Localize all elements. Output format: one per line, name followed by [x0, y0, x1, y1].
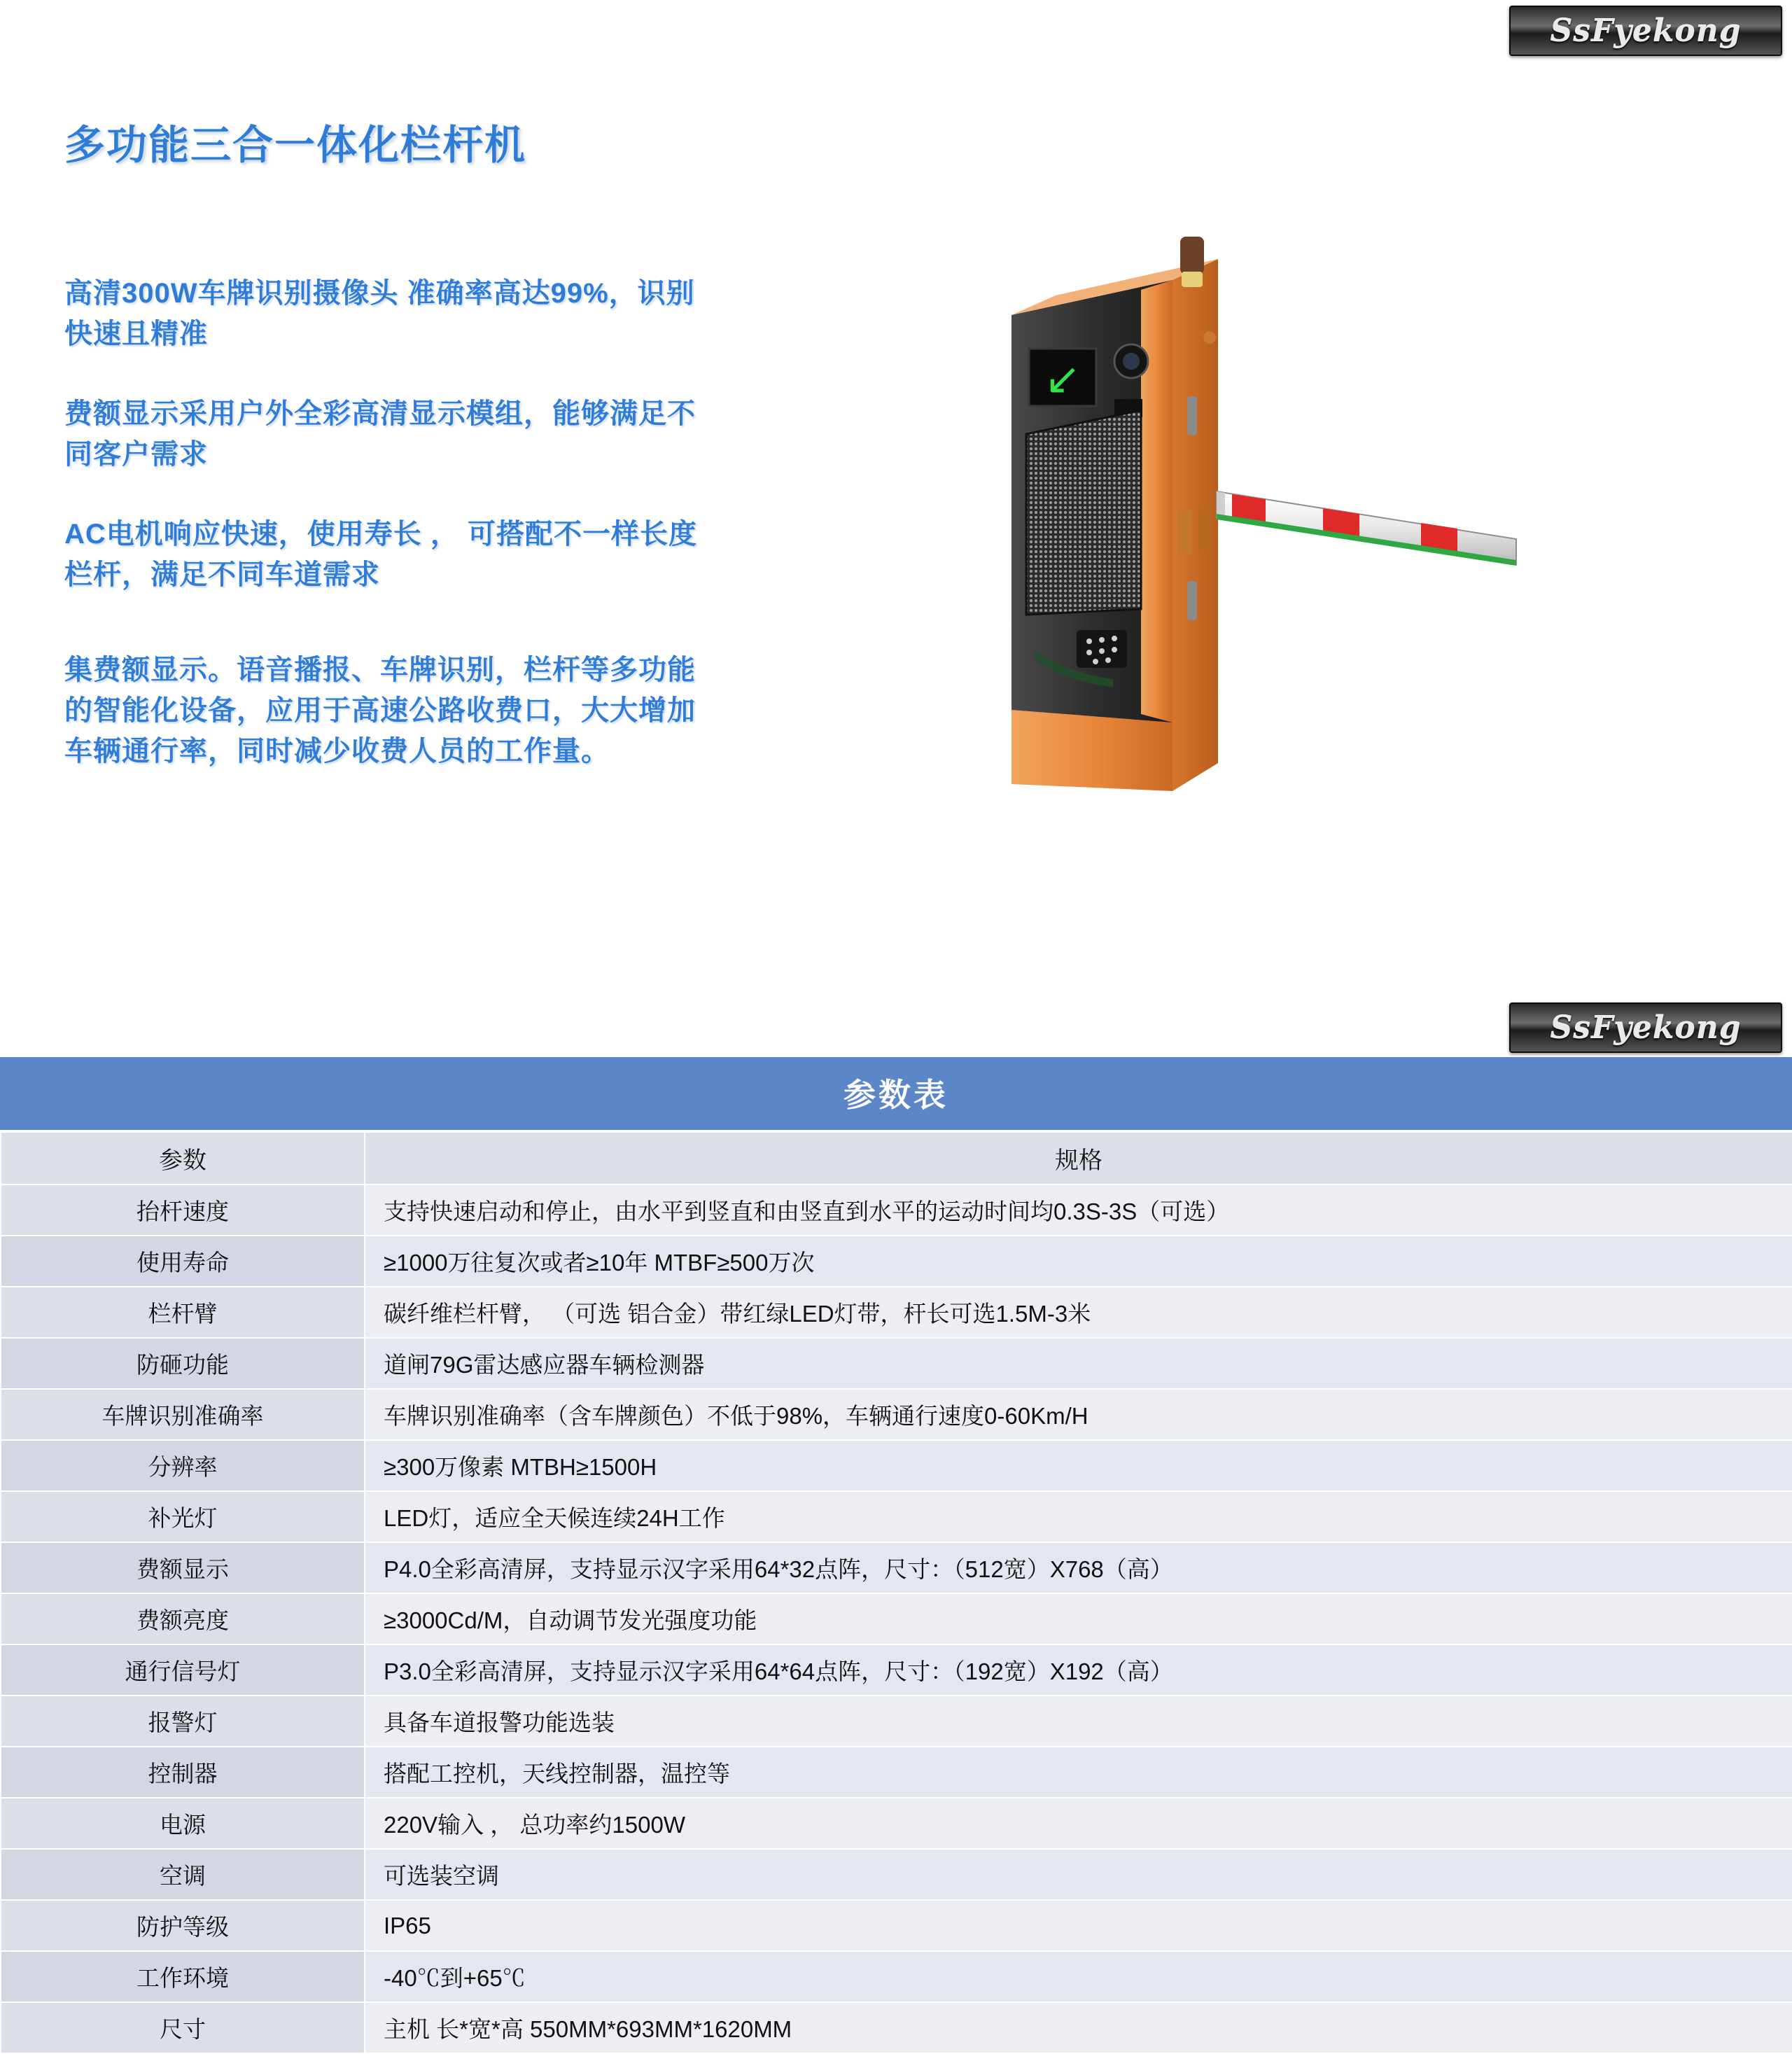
- param-name: 工作环境: [1, 1951, 365, 2002]
- brand-watermark-top: [1509, 6, 1782, 56]
- table-row: [1, 1696, 1792, 1747]
- table-header-row: [1, 1132, 1792, 1185]
- table-row: [1, 1644, 1792, 1696]
- boom-barrier-arm: [1217, 491, 1516, 566]
- parameter-table-section: [0, 1057, 1792, 2054]
- table-row: [1, 1185, 1792, 1236]
- param-name: 报警灯: [1, 1696, 365, 1747]
- param-value: 碳纤维栏杆臂， （可选 铝合金）带红绿LED灯带，杆长可选1.5M-3米: [365, 1287, 1792, 1338]
- param-name: 尺寸: [1, 2002, 365, 2053]
- param-value: 道闸79G雷达感应器车辆检测器: [365, 1338, 1792, 1389]
- param-value: 主机 长*宽*高 550MM*693MM*1620MM: [365, 2002, 1792, 2053]
- param-value: 具备车道报警功能选装: [365, 1696, 1792, 1747]
- signal-light-display: [1029, 349, 1096, 406]
- param-value: IP65: [365, 1900, 1792, 1951]
- brand-watermark-top-text: SsFyekong: [1550, 13, 1742, 49]
- table-row: [1, 1849, 1792, 1900]
- param-name: 使用寿命: [1, 1236, 365, 1287]
- table-row: [1, 1900, 1792, 1951]
- brand-watermark-middle-text: SsFyekong: [1550, 1009, 1742, 1046]
- feature-list: [64, 273, 715, 811]
- table-row: [1, 1287, 1792, 1338]
- table-row: [1, 1440, 1792, 1491]
- parameter-table-title: 参数表: [0, 1057, 1792, 1131]
- product-illustration: [931, 231, 1589, 903]
- column-header-spec: 规格: [365, 1132, 1792, 1185]
- brand-watermark-middle: [1509, 1002, 1782, 1053]
- table-row: [1, 1747, 1792, 1798]
- barrier-gate-svg: [931, 231, 1589, 903]
- feature-item: 高清300W车牌识别摄像头 准确率高达99%，识别快速且精准: [64, 278, 695, 349]
- param-name: 防砸功能: [1, 1338, 365, 1389]
- param-name: 电源: [1, 1798, 365, 1849]
- table-row: [1, 1236, 1792, 1287]
- param-name: 车牌识别准确率: [1, 1389, 365, 1440]
- table-row: [1, 1491, 1792, 1542]
- table-row: [1, 1542, 1792, 1593]
- param-name: 分辨率: [1, 1440, 365, 1491]
- param-name: 费额亮度: [1, 1593, 365, 1644]
- param-name: 防护等级: [1, 1900, 365, 1951]
- param-value: ≥1000万往复次或者≥10年 MTBF≥500万次: [365, 1236, 1792, 1287]
- param-value: 搭配工控机，天线控制器，温控等: [365, 1747, 1792, 1798]
- table-row: [1, 2002, 1792, 2053]
- display-arrow-glyph: ↙: [1044, 353, 1081, 404]
- param-value: -40℃到+65℃: [365, 1951, 1792, 2002]
- page-title: 多功能三合一体化栏杆机: [64, 123, 527, 168]
- param-value: 车牌识别准确率（含车牌颜色）不低于98%，车辆通行速度0-60Km/H: [365, 1389, 1792, 1440]
- param-name: 补光灯: [1, 1491, 365, 1542]
- table-row: [1, 1798, 1792, 1849]
- param-value: ≥300万像素 MTBH≥1500H: [365, 1440, 1792, 1491]
- feature-item: 集费额显示。语音播报、车牌识别，栏杆等多功能的智能化设备，应用于高速公路收费口，大大增加车辆通行率，同时减少收费人员的工作量。: [64, 655, 696, 767]
- parameter-table: [0, 1131, 1792, 2054]
- table-row: [1, 1389, 1792, 1440]
- table-row: [1, 1951, 1792, 2002]
- param-name: 费额显示: [1, 1542, 365, 1593]
- param-name: 通行信号灯: [1, 1644, 365, 1696]
- param-value: 可选装空调: [365, 1849, 1792, 1900]
- param-name: 栏杆臂: [1, 1287, 365, 1338]
- param-name: 抬杆速度: [1, 1185, 365, 1236]
- param-value: LED灯，适应全天候连续24H工作: [365, 1491, 1792, 1542]
- param-value: 220V输入 ， 总功率约1500W: [365, 1798, 1792, 1849]
- param-name: 控制器: [1, 1747, 365, 1798]
- param-value: P3.0全彩高清屏，支持显示汉字采用64*64点阵，尺寸：（192宽）X192（高）: [365, 1644, 1792, 1696]
- beacon-antenna: [1180, 237, 1204, 287]
- param-value: 支持快速启动和停止，由水平到竖直和由竖直到水平的运动时间均0.3S-3S（可选）: [365, 1185, 1792, 1236]
- feature-item: 费额显示采用户外全彩高清显示模组，能够满足不同客户需求: [64, 398, 696, 470]
- param-value: P4.0全彩高清屏，支持显示汉字采用64*32点阵，尺寸：（512宽）X768（高）: [365, 1542, 1792, 1593]
- table-row: [1, 1338, 1792, 1389]
- feature-item: AC电机响应快速，使用寿长 ， 可搭配不一样长度栏杆，满足不同车道需求: [64, 519, 697, 590]
- param-name: 空调: [1, 1849, 365, 1900]
- column-header-parameter: 参数: [1, 1132, 365, 1185]
- fare-display-screen: [1026, 410, 1141, 615]
- table-row: [1, 1593, 1792, 1644]
- param-value: ≥3000Cd/M，自动调节发光强度功能: [365, 1593, 1792, 1644]
